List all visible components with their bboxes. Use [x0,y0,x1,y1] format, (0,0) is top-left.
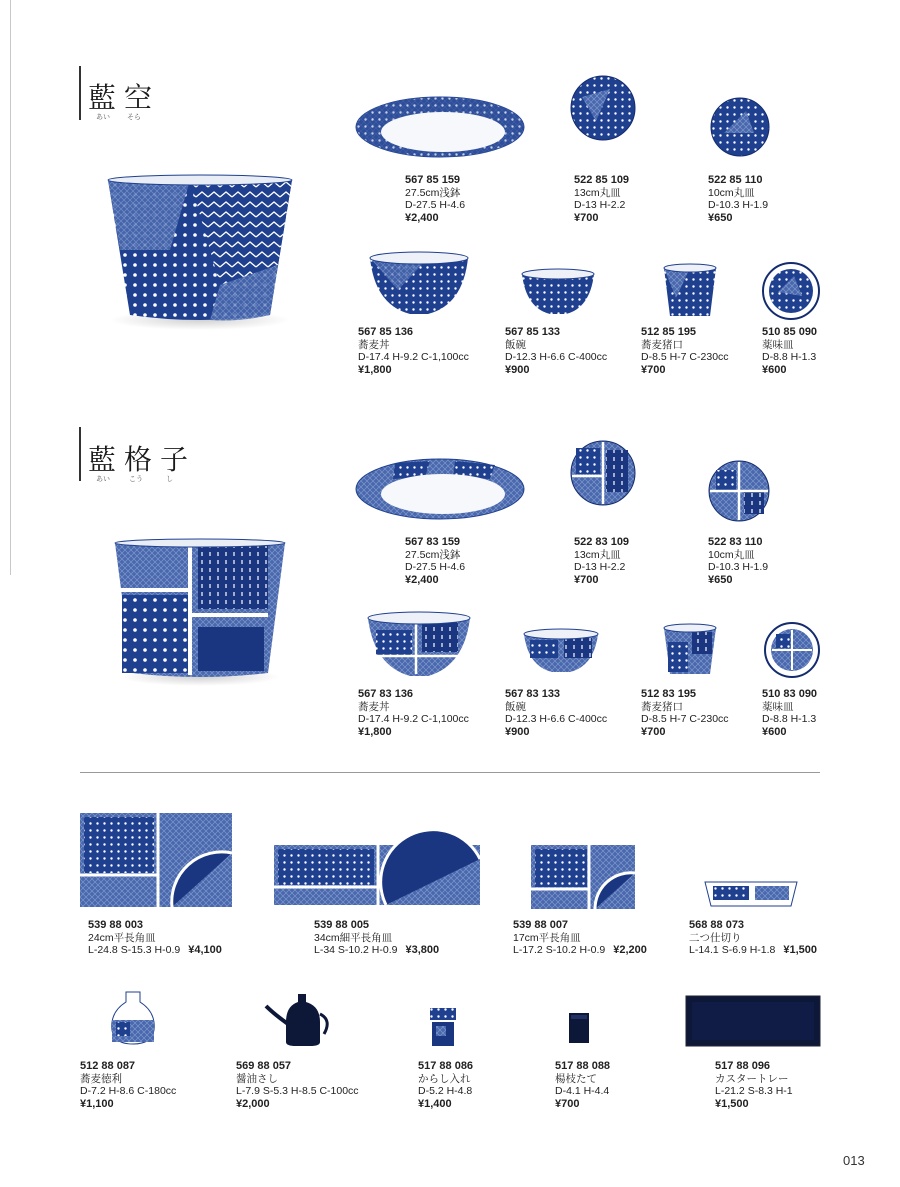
bowl-image [520,268,596,320]
product-code: 510 85 090 [762,326,818,338]
product-code: 522 85 109 [574,174,630,186]
plate-image [708,460,770,522]
product-dims: L-34 S-10.2 H-0.9 [314,944,398,956]
margin-rule [10,0,11,575]
product-code: 522 83 110 [708,536,763,548]
product-price: ¥2,200 [613,944,647,956]
product-name: 27.5cm浅鉢 [405,186,461,199]
title-bar [79,427,81,481]
product-dims: D-12.3 H-6.6 C-400cc [505,351,608,363]
plate-image [710,97,770,157]
plate-image [531,845,635,909]
cup-image [662,622,718,678]
product-dims: D-12.3 H-6.6 C-400cc [505,713,608,725]
page-number: 013 [843,1153,865,1168]
product-price: ¥700 [574,573,599,586]
product-code: 567 83 136 [358,688,414,700]
product-dims: D-4.1 H-4.4 [555,1085,610,1097]
product-code: 567 83 159 [405,536,461,548]
cup-image [662,262,718,320]
product-code: 512 88 087 [80,1060,136,1072]
product-code: 517 88 096 [715,1060,771,1072]
product-item [555,1060,610,1110]
product-price: ¥2,400 [405,211,439,224]
product-name: 薬味皿 [762,700,794,713]
product-code: 522 85 110 [708,174,763,186]
product-name: 蕎麦猪口 [641,700,683,713]
product-name: 13cm丸皿 [574,186,621,199]
product-price: ¥1,500 [783,944,818,956]
product-item [505,688,607,738]
product-code: 569 88 057 [236,1060,292,1072]
product-name: 飯碗 [505,700,526,713]
product-code: 567 85 159 [405,174,461,186]
toothpick-holder-image [568,1012,590,1044]
plate-image [80,813,232,907]
plate-image [570,440,636,506]
product-name: 13cm丸皿 [574,548,621,561]
product-dims: D-27.5 H-4.6 [405,199,466,211]
product-name: 27.5cm浅鉢 [405,548,461,561]
product-item [358,688,469,738]
bowl-image [368,250,470,320]
product-dims: D-8.5 H-7 C-230cc [641,713,729,725]
section-title: 藍空 [88,81,161,114]
product-name: 飯碗 [505,338,526,351]
product-item [574,536,629,586]
product-dims: D-10.3 H-1.9 [708,561,769,573]
product-price: ¥1,800 [358,725,392,738]
plate-image [274,845,480,905]
product-price: ¥4,100 [188,944,222,956]
product-price: ¥700 [555,1097,580,1110]
product-code: 522 83 109 [574,536,630,548]
cup-image-aikoushi [110,535,290,685]
product-item [708,174,768,224]
product-code: 539 88 005 [314,919,370,931]
product-item [708,536,768,586]
product-item [236,1060,359,1110]
title-ruby: こう [129,475,143,483]
product-code: 512 83 195 [641,688,697,700]
product-name: 楊枝たて [555,1072,597,1085]
plate-image [764,622,820,678]
product-item [689,919,817,957]
product-dims: D-13 H-2.2 [574,561,626,573]
bowl-image [366,610,472,682]
product-item [314,919,439,957]
product-dims: D-8.8 H-1.3 [762,713,817,725]
product-code: 517 88 086 [418,1060,474,1072]
product-code: 567 83 133 [505,688,561,700]
product-item [762,688,817,738]
product-dims: D-10.3 H-1.9 [708,199,769,211]
product-price: ¥700 [641,725,666,738]
product-dims: D-5.2 H-4.8 [418,1085,473,1097]
product-item [574,174,629,224]
product-price: ¥650 [708,211,733,224]
product-name: カスタートレー [715,1072,789,1085]
product-code: 510 83 090 [762,688,818,700]
product-dims: L-7.9 S-5.3 H-8.5 C-100cc [236,1085,359,1097]
product-name: 薬味皿 [762,338,794,351]
product-price: ¥1,800 [358,363,392,376]
product-item [641,326,729,376]
title-bar [79,66,81,120]
plate-image [762,262,820,320]
product-price: ¥900 [505,363,530,376]
product-price: ¥2,400 [405,573,439,586]
product-dims: L-17.2 S-10.2 H-0.9 [513,944,606,956]
product-price: ¥3,800 [405,944,440,956]
product-dims: L-24.8 S-15.3 H-0.9 [88,944,181,956]
product-price: ¥2,000 [236,1097,270,1110]
product-code: 567 85 136 [358,326,414,338]
product-dims: D-7.2 H-8.6 C-180cc [80,1085,177,1097]
cup-image-aisora [100,170,300,330]
product-item [513,919,647,957]
product-price: ¥700 [641,363,666,376]
mustard-pot-image [428,1006,458,1048]
product-dims: D-8.5 H-7 C-230cc [641,351,729,363]
title-ruby: あい [96,475,110,483]
product-name: 34cm細平長角皿 [314,931,393,944]
caster-tray-image [684,994,822,1048]
product-item [505,326,607,376]
product-price: ¥600 [762,725,787,738]
product-dims: L-14.1 S-6.9 H-1.8 [689,944,776,956]
product-name: からし入れ [418,1072,471,1085]
product-price: ¥700 [574,211,599,224]
product-name: 10cm丸皿 [708,548,755,561]
divided-dish-image [705,878,797,908]
tokkuri-image [108,990,158,1046]
product-name: 二つ仕切り [689,931,742,944]
product-code: 568 88 073 [689,919,745,931]
product-code: 567 85 133 [505,326,561,338]
bowl-image [355,457,525,527]
product-dims: D-27.5 H-4.6 [405,561,466,573]
bowl-image [355,95,525,165]
product-dims: D-17.4 H-9.2 C-1,100cc [358,713,469,725]
product-price: ¥600 [762,363,787,376]
soy-dispenser-image [262,992,332,1048]
plate-image [570,75,636,141]
bowl-image [522,628,600,676]
product-item [88,919,222,957]
product-code: 517 88 088 [555,1060,611,1072]
product-dims: D-13 H-2.2 [574,199,626,211]
product-dims: D-8.8 H-1.3 [762,351,817,363]
product-price: ¥1,500 [715,1097,749,1110]
product-name: 17cm平長角皿 [513,931,581,944]
title-ruby: し [166,475,173,483]
product-name: 蕎麦徳利 [80,1072,122,1085]
product-item [762,326,817,376]
product-name: 蕎麦猪口 [641,338,683,351]
product-item [405,536,465,586]
title-ruby: あい [96,113,110,121]
product-item [418,1060,473,1110]
product-name: 24cm平長角皿 [88,931,156,944]
product-item [715,1060,793,1110]
product-item [358,326,469,376]
product-name: 蕎麦丼 [358,338,390,351]
product-item [641,688,729,738]
product-item [80,1060,176,1110]
section-divider [80,772,820,773]
product-price: ¥1,400 [418,1097,452,1110]
product-name: 蕎麦丼 [358,700,390,713]
product-price: ¥1,100 [80,1097,114,1110]
product-item [405,174,465,224]
product-code: 539 88 007 [513,919,569,931]
product-name: 醤油さし [236,1072,278,1085]
product-code: 512 85 195 [641,326,697,338]
title-ruby: そら [127,113,141,121]
product-price: ¥900 [505,725,530,738]
product-price: ¥650 [708,573,733,586]
product-name: 10cm丸皿 [708,186,755,199]
product-dims: D-17.4 H-9.2 C-1,100cc [358,351,469,363]
product-dims: L-21.2 S-8.3 H-1 [715,1085,793,1097]
product-code: 539 88 003 [88,919,144,931]
section-title: 藍格子 [88,443,197,476]
